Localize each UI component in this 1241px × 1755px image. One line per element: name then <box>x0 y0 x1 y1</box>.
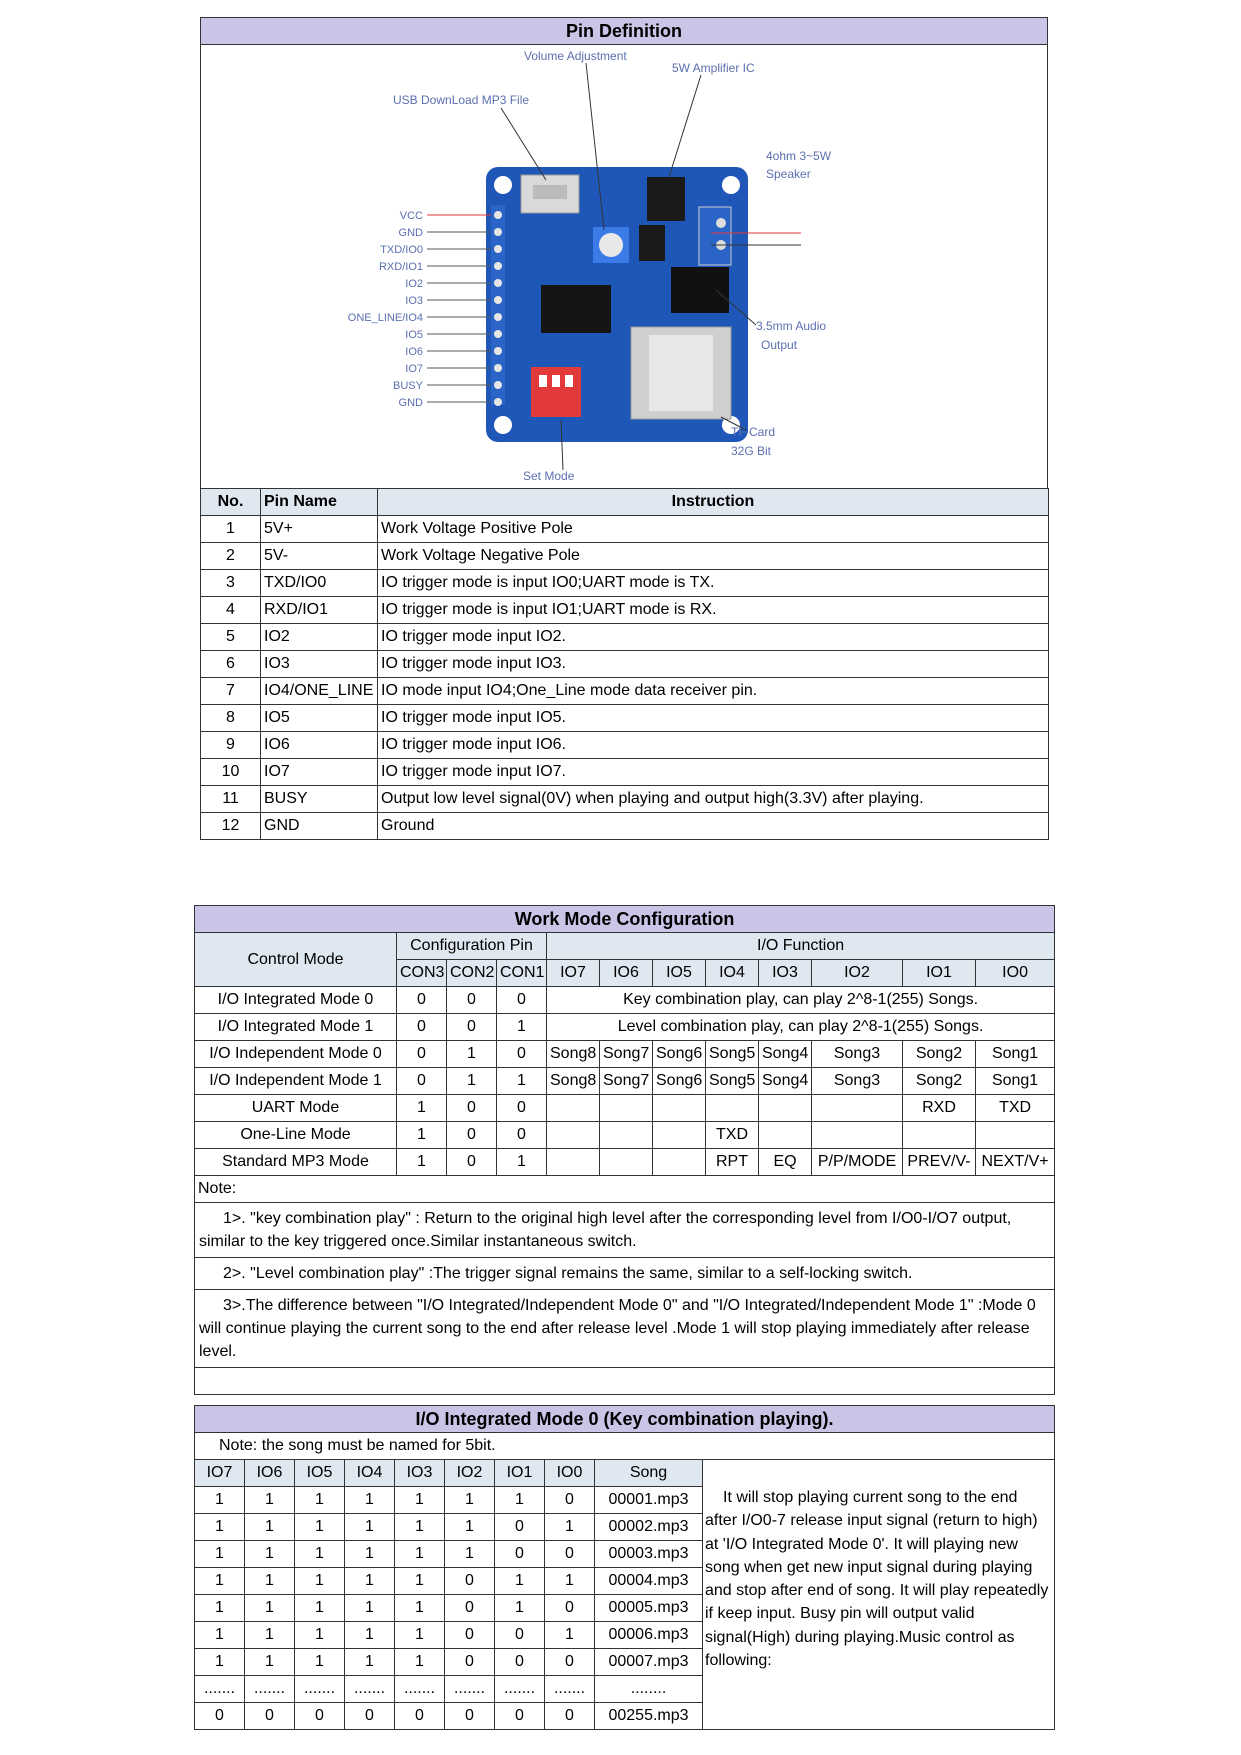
board-illustration <box>201 45 1047 488</box>
io-value: Song1 <box>976 1068 1055 1095</box>
io-value: EQ <box>759 1149 812 1176</box>
con-value: 0 <box>397 1041 447 1068</box>
cell: 1 <box>345 1595 395 1622</box>
cell: 1 <box>195 1514 245 1541</box>
svg-text:USB DownLoad MP3 File: USB DownLoad MP3 File <box>393 93 530 107</box>
col-io3: IO3 <box>395 1460 445 1487</box>
mode-name: One-Line Mode <box>195 1122 397 1149</box>
svg-text:VCC: VCC <box>399 210 423 222</box>
pin-instruction: IO trigger mode input IO3. <box>378 651 1049 678</box>
cell: 0 <box>545 1595 595 1622</box>
col-pin-name: Pin Name <box>261 489 378 516</box>
con-value: 0 <box>447 987 497 1014</box>
pin-no: 4 <box>201 597 261 624</box>
pin-name: BUSY <box>261 786 378 813</box>
cell: 1 <box>245 1595 295 1622</box>
pin-instruction: Ground <box>378 813 1049 840</box>
io-value <box>759 1095 812 1122</box>
mode-name: UART Mode <box>195 1095 397 1122</box>
pin-no: 7 <box>201 678 261 705</box>
cell: ....... <box>445 1676 495 1703</box>
io-value: PREV/V- <box>903 1149 976 1176</box>
pin-name: IO5 <box>261 705 378 732</box>
col-io3: IO3 <box>759 960 812 987</box>
cell: 1 <box>545 1514 595 1541</box>
cell: ....... <box>195 1676 245 1703</box>
cell: 0 <box>195 1703 245 1730</box>
table-row <box>195 987 1055 1014</box>
amp-ic <box>647 177 685 221</box>
cell: 1 <box>495 1568 545 1595</box>
io-value <box>547 1149 600 1176</box>
work-mode-table <box>194 905 1055 1395</box>
svg-text:32G Bit: 32G Bit <box>731 444 772 458</box>
pin-labels <box>348 210 424 409</box>
cell: 1 <box>445 1487 495 1514</box>
pin-no: 1 <box>201 516 261 543</box>
con-value: 1 <box>447 1068 497 1095</box>
cell: 1 <box>295 1649 345 1676</box>
pin-instruction: IO mode input IO4;One_Line mode data receiver pin. <box>378 678 1049 705</box>
io-value <box>653 1095 706 1122</box>
con-value: 1 <box>397 1122 447 1149</box>
pin-name: GND <box>261 813 378 840</box>
col-io4: IO4 <box>345 1460 395 1487</box>
cell: 1 <box>545 1568 595 1595</box>
con-value: 1 <box>497 1068 547 1095</box>
dip-switch <box>531 367 581 417</box>
io-value <box>653 1122 706 1149</box>
io-value: Song6 <box>653 1041 706 1068</box>
cell: 0 <box>545 1649 595 1676</box>
cell: ....... <box>545 1676 595 1703</box>
con-value: 0 <box>447 1122 497 1149</box>
col-io1: IO1 <box>495 1460 545 1487</box>
cell: 1 <box>195 1541 245 1568</box>
con-value: 0 <box>397 1014 447 1041</box>
table-row <box>201 786 1049 813</box>
board-diagram <box>200 45 1048 488</box>
cell: 1 <box>245 1514 295 1541</box>
pin-no: 11 <box>201 786 261 813</box>
con-value: 0 <box>497 987 547 1014</box>
table-row <box>201 570 1049 597</box>
cell: 1 <box>395 1595 445 1622</box>
pin-instruction: Work Voltage Positive Pole <box>378 516 1049 543</box>
table-row <box>195 1014 1055 1041</box>
cell: 0 <box>545 1703 595 1730</box>
pin-no: 3 <box>201 570 261 597</box>
table-row <box>201 597 1049 624</box>
col-con3: CON3 <box>397 960 447 987</box>
cell: 1 <box>295 1541 345 1568</box>
col-no: No. <box>201 489 261 516</box>
cell: 1 <box>295 1568 345 1595</box>
con-value: 1 <box>447 1041 497 1068</box>
cell: 0 <box>445 1622 495 1649</box>
svg-text:Set Mode: Set Mode <box>523 469 575 483</box>
io-function-header: I/O Function <box>547 933 1055 960</box>
config-pin-header: Configuration Pin <box>397 933 547 960</box>
io-value: TXD <box>706 1122 759 1149</box>
pin-instruction: IO trigger mode input IO6. <box>378 732 1049 759</box>
pin-table <box>200 488 1049 840</box>
mode-name: Standard MP3 Mode <box>195 1149 397 1176</box>
con-value: 0 <box>497 1095 547 1122</box>
io-value: Song6 <box>653 1068 706 1095</box>
integrated-mode-table <box>194 1405 1055 1730</box>
note-1: 1>. "key combination play" : Return to the original high level after the corresponding level from I/O0-I/O7 output, similar to the key triggered once.Similar instantaneous switch. <box>195 1203 1055 1258</box>
cell: 1 <box>395 1541 445 1568</box>
note-2: 2>. "Level combination play" :The trigger signal remains the same, similar to a self-locking switch. <box>195 1258 1055 1290</box>
song-file: 00006.mp3 <box>595 1622 703 1649</box>
con-value: 0 <box>497 1122 547 1149</box>
table-row <box>195 1095 1055 1122</box>
pin-instruction: IO trigger mode is input IO1;UART mode is RX. <box>378 597 1049 624</box>
svg-text:IO7: IO7 <box>405 363 423 375</box>
io-value <box>653 1149 706 1176</box>
mode-name: I/O Integrated Mode 0 <box>195 987 397 1014</box>
con-value: 0 <box>397 987 447 1014</box>
io-value: Song8 <box>547 1068 600 1095</box>
cell: 0 <box>495 1649 545 1676</box>
cell: 1 <box>345 1622 395 1649</box>
pin-table-header <box>201 489 1049 516</box>
cell: 0 <box>395 1703 445 1730</box>
pin-instruction: IO trigger mode input IO5. <box>378 705 1049 732</box>
table-row <box>201 624 1049 651</box>
io-value <box>759 1122 812 1149</box>
cell: 1 <box>545 1622 595 1649</box>
con-value: 1 <box>497 1149 547 1176</box>
col-instruction: Instruction <box>378 489 1049 516</box>
cell: 1 <box>295 1595 345 1622</box>
con-value: 0 <box>447 1095 497 1122</box>
cell: 1 <box>495 1595 545 1622</box>
cell: 0 <box>295 1703 345 1730</box>
pin-instruction: IO trigger mode input IO2. <box>378 624 1049 651</box>
pin-no: 8 <box>201 705 261 732</box>
cell: ....... <box>295 1676 345 1703</box>
mode-name: I/O Integrated Mode 1 <box>195 1014 397 1041</box>
cell: 1 <box>245 1649 295 1676</box>
svg-text:GND: GND <box>398 397 423 409</box>
col-io7: IO7 <box>547 960 600 987</box>
cell: 1 <box>195 1595 245 1622</box>
cell: 1 <box>495 1487 545 1514</box>
pin-no: 9 <box>201 732 261 759</box>
svg-text:TXD/IO0: TXD/IO0 <box>380 244 423 256</box>
table-row <box>201 705 1049 732</box>
cell: 1 <box>395 1568 445 1595</box>
io-value: RPT <box>706 1149 759 1176</box>
pin-no: 12 <box>201 813 261 840</box>
pin-name: IO7 <box>261 759 378 786</box>
cell: 1 <box>295 1487 345 1514</box>
mode-name: I/O Independent Mode 0 <box>195 1041 397 1068</box>
cell: 1 <box>295 1514 345 1541</box>
mode-name: I/O Independent Mode 1 <box>195 1068 397 1095</box>
io-value: P/P/MODE <box>812 1149 903 1176</box>
pin-definition-title: Pin Definition <box>200 17 1048 45</box>
io-value: Song3 <box>812 1041 903 1068</box>
table-row <box>195 1068 1055 1095</box>
cell: 1 <box>395 1514 445 1541</box>
song-file: 00004.mp3 <box>595 1568 703 1595</box>
cell: 0 <box>445 1649 495 1676</box>
pin-name: TXD/IO0 <box>261 570 378 597</box>
note-3: 3>.The difference between "I/O Integrated/Independent Mode 0" and "I/O Integrated/Independent Mode 1" :Mode 0 will continue playing the current song to the end after release level .Mode 1 will stop playing immediately after release level. <box>195 1290 1055 1368</box>
col-io7: IO7 <box>195 1460 245 1487</box>
io-value: Song4 <box>759 1041 812 1068</box>
svg-text:Output: Output <box>761 338 798 352</box>
io-value <box>600 1095 653 1122</box>
song-file: ........ <box>595 1676 703 1703</box>
work-mode-title: Work Mode Configuration <box>195 906 1055 933</box>
pin-name: 5V- <box>261 543 378 570</box>
cell: 0 <box>345 1703 395 1730</box>
col-io0: IO0 <box>545 1460 595 1487</box>
integrated-mode-section <box>194 1405 1054 1730</box>
control-mode-header: Control Mode <box>195 933 397 987</box>
svg-text:Speaker: Speaker <box>766 167 811 181</box>
song-file: 00007.mp3 <box>595 1649 703 1676</box>
cell: 1 <box>395 1622 445 1649</box>
cell: 0 <box>495 1622 545 1649</box>
cell: 1 <box>445 1541 495 1568</box>
cell: 1 <box>195 1568 245 1595</box>
cell: 0 <box>445 1595 495 1622</box>
song-file: 00003.mp3 <box>595 1541 703 1568</box>
svg-text:IO2: IO2 <box>405 278 423 290</box>
cell: 1 <box>295 1622 345 1649</box>
cell: 1 <box>345 1487 395 1514</box>
pin-name: IO2 <box>261 624 378 651</box>
cell: 1 <box>245 1622 295 1649</box>
io-value <box>600 1149 653 1176</box>
pin-name: IO4/ONE_LINE <box>261 678 378 705</box>
col-io5: IO5 <box>653 960 706 987</box>
cell: 0 <box>545 1487 595 1514</box>
pin-name: 5V+ <box>261 516 378 543</box>
cell: 0 <box>495 1541 545 1568</box>
cell: ....... <box>395 1676 445 1703</box>
work-mode-section <box>194 905 1054 1395</box>
svg-text:ONE_LINE/IO4: ONE_LINE/IO4 <box>347 312 423 324</box>
cell: 0 <box>445 1568 495 1595</box>
io-value: Song5 <box>706 1041 759 1068</box>
io-value: Song1 <box>976 1041 1055 1068</box>
io-span-text: Key combination play, can play 2^8-1(255) Songs. <box>547 987 1055 1014</box>
io-value: Song2 <box>903 1041 976 1068</box>
col-io1: IO1 <box>903 960 976 987</box>
table-row <box>201 813 1049 840</box>
io-value: TXD <box>976 1095 1055 1122</box>
pin-instruction: Output low level signal(0V) when playing and output high(3.3V) after playing. <box>378 786 1049 813</box>
table-row <box>195 1122 1055 1149</box>
svg-text:5W Amplifier IC: 5W Amplifier IC <box>672 61 755 75</box>
cell: 1 <box>345 1649 395 1676</box>
table-row <box>201 759 1049 786</box>
integrated-mode-note: Note: the song must be named for 5bit. <box>195 1433 1055 1460</box>
pin-definition-section <box>200 17 1048 840</box>
note-label: Note: <box>195 1176 1055 1203</box>
pin-no: 6 <box>201 651 261 678</box>
cell: 0 <box>495 1514 545 1541</box>
cell: 1 <box>245 1487 295 1514</box>
io-value <box>812 1095 903 1122</box>
cell: 1 <box>395 1649 445 1676</box>
io-value: Song8 <box>547 1041 600 1068</box>
main-chip <box>541 285 611 333</box>
io-value <box>547 1122 600 1149</box>
description-text: It will stop playing current song to the end after I/O0-7 release input signal (return to high) at 'I/O Integrated Mode 0'. It will playing new song when get new input signal during playing and stop after end of song. It will play repeatedly if keep input. Busy pin will output valid signal(High) during playing.Music control as following: <box>705 1489 1049 1670</box>
io-value <box>600 1122 653 1149</box>
con-value: 0 <box>447 1149 497 1176</box>
cell: 1 <box>345 1541 395 1568</box>
cell: 1 <box>245 1541 295 1568</box>
col-song: Song <box>595 1460 703 1487</box>
svg-text:Volume Adjustment: Volume Adjustment <box>524 49 627 63</box>
song-file: 00255.mp3 <box>595 1703 703 1730</box>
io-value: Song5 <box>706 1068 759 1095</box>
io-value <box>976 1122 1055 1149</box>
svg-text:RXD/IO1: RXD/IO1 <box>378 261 423 273</box>
pin-name: IO3 <box>261 651 378 678</box>
con-value: 1 <box>397 1095 447 1122</box>
table-row <box>201 543 1049 570</box>
song-file: 00005.mp3 <box>595 1595 703 1622</box>
io-value: Song2 <box>903 1068 976 1095</box>
io-span-text: Level combination play, can play 2^8-1(255) Songs. <box>547 1014 1055 1041</box>
cell: ....... <box>245 1676 295 1703</box>
svg-text:3.5mm Audio: 3.5mm Audio <box>756 319 827 333</box>
col-io6: IO6 <box>600 960 653 987</box>
table-row <box>195 1149 1055 1176</box>
svg-text:IO6: IO6 <box>405 346 423 358</box>
svg-text:IO5: IO5 <box>405 329 423 341</box>
cell: 1 <box>345 1568 395 1595</box>
table-row <box>201 732 1049 759</box>
integrated-mode-title: I/O Integrated Mode 0 (Key combination playing). <box>195 1406 1055 1433</box>
col-io2: IO2 <box>812 960 903 987</box>
svg-text:BUSY: BUSY <box>393 380 423 392</box>
spacer-row <box>195 1368 1055 1395</box>
cell: 1 <box>195 1622 245 1649</box>
cell: 1 <box>195 1649 245 1676</box>
cell: 1 <box>245 1568 295 1595</box>
cell: 0 <box>495 1703 545 1730</box>
io-value: Song4 <box>759 1068 812 1095</box>
audio-jack <box>671 267 729 313</box>
cell: 1 <box>445 1514 495 1541</box>
io-value: NEXT/V+ <box>976 1149 1055 1176</box>
cell: 0 <box>545 1541 595 1568</box>
col-io2: IO2 <box>445 1460 495 1487</box>
cell: 1 <box>195 1487 245 1514</box>
cell: 0 <box>245 1703 295 1730</box>
col-io0: IO0 <box>976 960 1055 987</box>
cell: 1 <box>395 1487 445 1514</box>
pin-name: RXD/IO1 <box>261 597 378 624</box>
cell: 1 <box>345 1514 395 1541</box>
col-io5: IO5 <box>295 1460 345 1487</box>
col-con2: CON2 <box>447 960 497 987</box>
table-row <box>201 516 1049 543</box>
io-value: Song3 <box>812 1068 903 1095</box>
io-value: RXD <box>903 1095 976 1122</box>
col-con1: CON1 <box>497 960 547 987</box>
table-row <box>201 678 1049 705</box>
con-value: 0 <box>497 1041 547 1068</box>
svg-text:GND: GND <box>398 227 423 239</box>
pin-instruction: IO trigger mode is input IO0;UART mode is TX. <box>378 570 1049 597</box>
io-value: Song7 <box>600 1068 653 1095</box>
svg-text:4ohm 3~5W: 4ohm 3~5W <box>766 149 832 163</box>
pin-name: IO6 <box>261 732 378 759</box>
con-value: 1 <box>397 1149 447 1176</box>
cell: ....... <box>345 1676 395 1703</box>
cell: 0 <box>445 1703 495 1730</box>
col-io6: IO6 <box>245 1460 295 1487</box>
con-value: 0 <box>397 1068 447 1095</box>
io-value <box>903 1122 976 1149</box>
pin-no: 2 <box>201 543 261 570</box>
io-value <box>812 1122 903 1149</box>
song-file: 00002.mp3 <box>595 1514 703 1541</box>
pin-instruction: Work Voltage Negative Pole <box>378 543 1049 570</box>
io-value: Song7 <box>600 1041 653 1068</box>
table-row <box>201 651 1049 678</box>
integrated-mode-description <box>703 1460 1055 1730</box>
svg-text:TF Card: TF Card <box>731 425 776 439</box>
pin-no: 5 <box>201 624 261 651</box>
pin-instruction: IO trigger mode input IO7. <box>378 759 1049 786</box>
io-value <box>706 1095 759 1122</box>
io-value <box>547 1095 600 1122</box>
con-value: 0 <box>447 1014 497 1041</box>
svg-text:IO3: IO3 <box>405 295 423 307</box>
song-file: 00001.mp3 <box>595 1487 703 1514</box>
cell: ....... <box>495 1676 545 1703</box>
table-row <box>195 1041 1055 1068</box>
con-value: 1 <box>497 1014 547 1041</box>
pin-no: 10 <box>201 759 261 786</box>
col-io4: IO4 <box>706 960 759 987</box>
